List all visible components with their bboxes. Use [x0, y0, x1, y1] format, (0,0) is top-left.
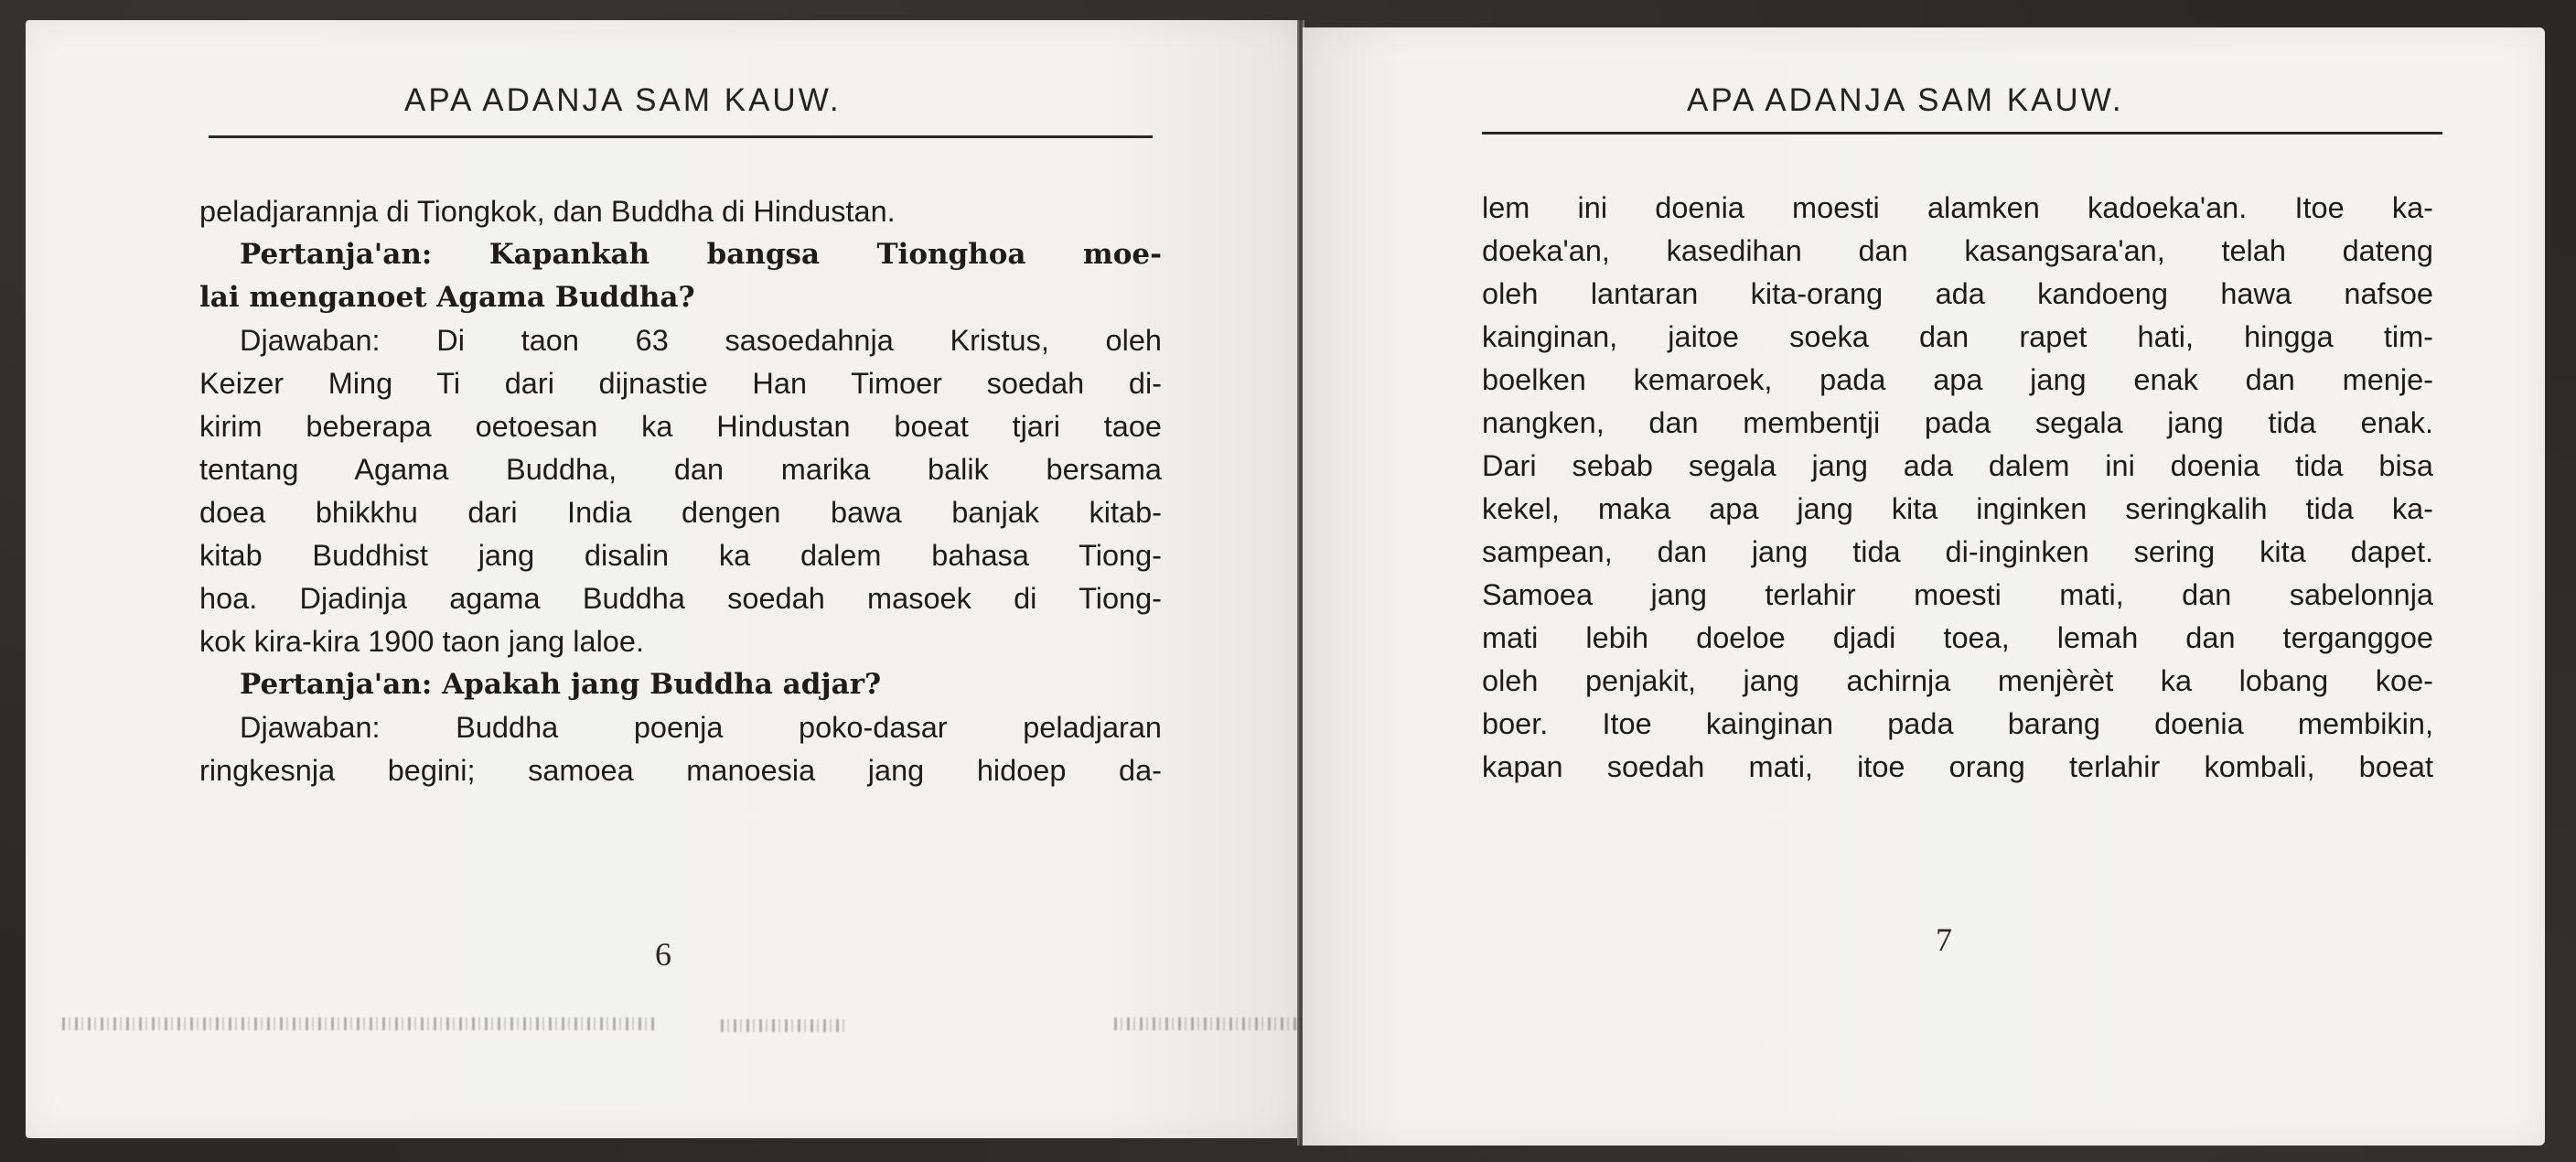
text-line: peladjarannja di Tiongkok, dan Buddha di Hindustan.: [199, 195, 896, 228]
left-body-text: [199, 190, 1162, 792]
text-line: Djawaban: Buddha poenja poko-dasar peladjaran: [240, 711, 1162, 744]
left-page: [26, 20, 1299, 1138]
ink-smudge: [721, 1019, 849, 1032]
text-line: boer. Itoe kainginan pada barang doenia membikin,: [1482, 707, 2433, 740]
text-line: oleh lantaran kita-orang ada kandoeng hawa nafsoe: [1482, 277, 2433, 310]
text-line: Pertanja'an: Apakah jang Buddha adjar?: [240, 668, 882, 701]
right-body-text: [1482, 187, 2433, 789]
right-head-rule: [1482, 132, 2442, 134]
right-running-head: APA ADANJA SAM KAUW.: [1687, 82, 2124, 118]
text-line: mati lebih doeloe djadi toea, lemah dan terganggoe: [1482, 621, 2433, 654]
text-line: lai menganoet Agama Buddha?: [199, 281, 695, 314]
text-line: lem ini doenia moesti alamken kadoeka'an. Itoe ka-: [1482, 191, 2433, 224]
text-line: kok kira-kira 1900 taon jang laloe.: [199, 625, 644, 658]
text-line: tentang Agama Buddha, dan marika balik bersama: [199, 453, 1162, 486]
text-line: Keizer Ming Ti dari dijnastie Han Timoer soedah di-: [199, 367, 1162, 400]
text-line: oleh penjakit, jang achirnja menjèrèt ka lobang koe-: [1482, 664, 2433, 697]
text-line: boelken kemaroek, pada apa jang enak dan menje-: [1482, 363, 2433, 396]
left-head-rule: [209, 135, 1153, 138]
ink-smudge: [1114, 1017, 1297, 1030]
text-line: Samoea jang terlahir moesti mati, dan sabelonnja: [1482, 578, 2433, 611]
right-page-number: 7: [1936, 921, 1952, 958]
text-line: kapan soedah mati, itoe orang terlahir kombali, boeat: [1482, 750, 2433, 783]
right-page: [1303, 27, 2545, 1146]
text-line: ringkesnja begini; samoea manoesia jang hidoep da-: [199, 754, 1162, 787]
text-line: Djawaban: Di taon 63 sasoedahnja Kristus, oleh: [240, 324, 1162, 357]
left-page-number: 6: [655, 936, 671, 973]
text-line: Pertanja'an: Kapankah bangsa Tionghoa moe-: [240, 238, 1162, 271]
text-line: kitab Buddhist jang disalin ka dalem bahasa Tiong-: [199, 539, 1162, 572]
ink-smudge: [62, 1017, 657, 1030]
text-line: Dari sebab segala jang ada dalem ini doenia tida bisa: [1482, 449, 2433, 482]
text-line: doea bhikkhu dari India dengen bawa banjak kitab-: [199, 496, 1162, 529]
text-line: kekel, maka apa jang kita inginken seringkalih tida ka-: [1482, 492, 2433, 525]
text-line: nangken, dan membentji pada segala jang tida enak.: [1482, 406, 2433, 439]
left-running-head: APA ADANJA SAM KAUW.: [404, 82, 842, 118]
text-line: hoa. Djadinja agama Buddha soedah masoek di Tiong-: [199, 582, 1162, 615]
text-line: doeka'an, kasedihan dan kasangsara'an, telah dateng: [1482, 234, 2433, 267]
text-line: sampean, dan jang tida di-inginken sering kita dapet.: [1482, 535, 2433, 568]
text-line: kirim beberapa oetoesan ka Hindustan boeat tjari taoe: [199, 410, 1162, 443]
text-line: kainginan, jaitoe soeka dan rapet hati, hingga tim-: [1482, 320, 2433, 353]
